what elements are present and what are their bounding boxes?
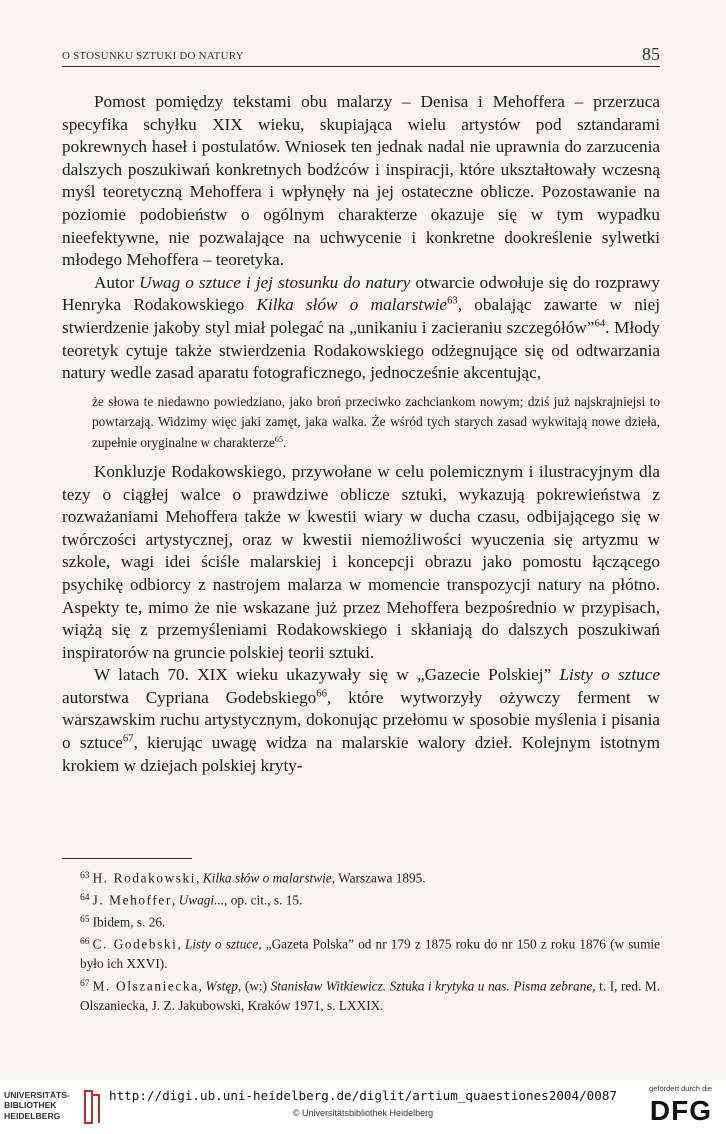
footnote-title: Stanisław Witkiewicz. Sztuka i krytyka u nas. Pisma zebrane (270, 978, 593, 994)
footnote-number: 66 (80, 936, 90, 948)
footnote-number: 63 (80, 870, 90, 881)
footnote-rest: , t. I, red. M. Olszaniecka, J. Z. Jakubowski, Kraków 1971, s. LXXIX. (80, 978, 660, 1014)
footnote-ref: 64 (594, 318, 606, 330)
footnote-number: 67 (80, 978, 90, 990)
quote-end: . (282, 434, 287, 450)
footnote-rule (62, 858, 192, 859)
footnote-sep: , (196, 870, 203, 886)
paragraph-1: Pomost pomiędzy tekstami obu malarzy – Denisa i Mehoffera – przerzuca specyfika schyłku XIX wieku, skupiająca wielu artystów pod sztandarami pokrewnych haseł i postulatów. Wniosek ten jednak nadal nie uprawnia do zarzucenia dalszych poszukiwań konkretnych bodźców i inspiracji, które ukształtowały wczesną myśl teoretyczną Mehoffera i wpłynęły na jej ostateczne oblicze. Pozostawanie na poziomie podobieństw o ogólnym charakterze okazuje się w tym wypadku nieefektywne, nie pozwalające na uchwycenie i konkretne dookreślenie sylwetki młodego Mehoffera – teoretyka. (62, 92, 660, 270)
dfg-logo[interactable] (644, 1084, 712, 1130)
book-title: Uwag o sztuce i jej stosunku do natury (139, 272, 411, 292)
footnote-sep: , (198, 978, 206, 994)
quote-text (92, 392, 660, 453)
page-url-link[interactable]: http://digi.ub.uni-heidelberg.de/diglit/artium_quaestiones2004/0087 (109, 1088, 617, 1103)
footnote-author: C. Godebski (92, 936, 178, 952)
running-title: O STOSUNKU SZTUKI DO NATURY (62, 50, 244, 62)
footnote-63 (62, 866, 660, 888)
footnote-66 (62, 932, 660, 974)
footnote-65 (62, 910, 660, 932)
book-title: Kilka słów o malarstwie (256, 295, 448, 315)
quote-run: że słowa te niedawno powiedziano, jako broń przeciwko zachciankom nowym; dziś już najskrajniejsi to powtarzają. Widzimy więc jaki zamęt, jaka walka. Że wśród tych starych zasad wykwitają nowe dzieła, zupełnie oryginalne w charakterze (92, 393, 660, 450)
footnote-64 (62, 888, 660, 910)
paragraph-3: Konkluzje Rodakowskiego, przywołane w celu polemicznym i ilustracyjnym dla tezy o ciągłej walce o prawdziwe oblicze sztuki, wykazują pokrewieństwa z rozważaniami Mehoffera także w kwestii wiary w ducha czasu, odbijającego się w twórczości artystycznej, oraz w kwestii niemożliwości wyuczenia się artyzmu w szkole, wagi idei ściśle malarskiej i koncepcji obrazu jako pomostu łączącego psychikę odbiorcy z nastrojem malarza w momencie transpozycji natury na płótno. Aspekty te, mimo że nie wskazane już przez Mehoffera bezpośrednio w przypisach, wiążą się z przemyśleniami Rodakowskiego i skłaniają do dalszych poszukiwań inspiratorów na gruncie polskiej teorii sztuki. (62, 461, 660, 662)
footnote-rest: Ibidem, s. 26. (92, 914, 166, 930)
body-text (62, 91, 660, 777)
footnote-ref: 67 (122, 733, 134, 745)
viewer-footer (0, 1080, 726, 1134)
footnote-author: M. Olszaniecka (92, 978, 199, 994)
footnotes (62, 858, 660, 1016)
dfg-caption: gefördert durch die (649, 1084, 712, 1093)
footnote-rest: , op. cit., s. 15. (224, 892, 303, 908)
footnote-sep: , (177, 936, 185, 952)
running-header (62, 44, 660, 67)
footnote-ref: 66 (316, 688, 327, 700)
footnote-author: H. Rodakowski (92, 870, 197, 886)
library-logo-text: UNIVERSITÄTS- BIBLIOTHEK HEIDELBERG (4, 1090, 70, 1121)
dfg-logo-text: DFG (649, 1095, 712, 1126)
paragraph-2 (62, 272, 660, 385)
text-run: , obalając zawarte w niej stwierdzenie jakoby styl miał polegać na „unikaniu i zacieraniu szczegółów” (62, 295, 660, 337)
page-number: 85 (642, 44, 660, 64)
text-run: . Młody teoretyk cytuje także stwierdzenia Rodakowskiego odżegnujące się od odtwarzania natury wedle zasad aparatu fotograficznego, jednocześnie akcentując, (62, 317, 661, 383)
footnote-number: 64 (80, 892, 90, 904)
footnote-title: Kilka słów o malarstwie (202, 870, 332, 886)
footnote-title: Wstęp (205, 978, 239, 994)
footnote-title: Listy o sztuce (184, 936, 259, 952)
book-title: Listy o sztuce (559, 665, 660, 685)
text-run: , kierując uwagę widza na malarskie walory dzieł. Kolejnym istotnym krokiem w dziejach polskiej kryty- (62, 733, 660, 775)
text-run: Autor (94, 272, 140, 292)
paragraph-4 (62, 664, 660, 777)
footnote-ref: 65 (274, 434, 283, 444)
text-run: , które wytworzyły ożywczy ferment w warszawskim ruchu artystycznym, dokonując przełomu w sposobie myślenia i pisania o sztuce (62, 687, 660, 753)
footnote-number: 65 (80, 914, 90, 926)
footnote-ref: 63 (447, 295, 458, 307)
footnote-rest: , (w:) (238, 978, 271, 994)
copyright-notice: © Universitätsbibliothek Heidelberg (292, 1108, 434, 1118)
footnote-title: Uwagi... (178, 892, 225, 908)
text-run: autorstwa Cypriana Godebskiego (62, 687, 317, 707)
footnote-author: J. Mehoffer (92, 892, 172, 908)
text-run: W latach 70. XIX wieku ukazywały się w „Gazecie Polskiej” (94, 665, 560, 685)
text-run: otwarcie odwołuje się do rozprawy Henryka Rodakowskiego (62, 272, 660, 315)
footnote-rest: , „Gazeta Polska” od nr 179 z 1875 roku do nr 150 z roku 1876 (w sumie było ich XXVI). (80, 936, 661, 972)
footnote-sep: , (171, 892, 179, 908)
footnote-67 (62, 974, 660, 1016)
footnote-rest: , Warszawa 1895. (331, 870, 426, 886)
block-quote (92, 392, 660, 453)
